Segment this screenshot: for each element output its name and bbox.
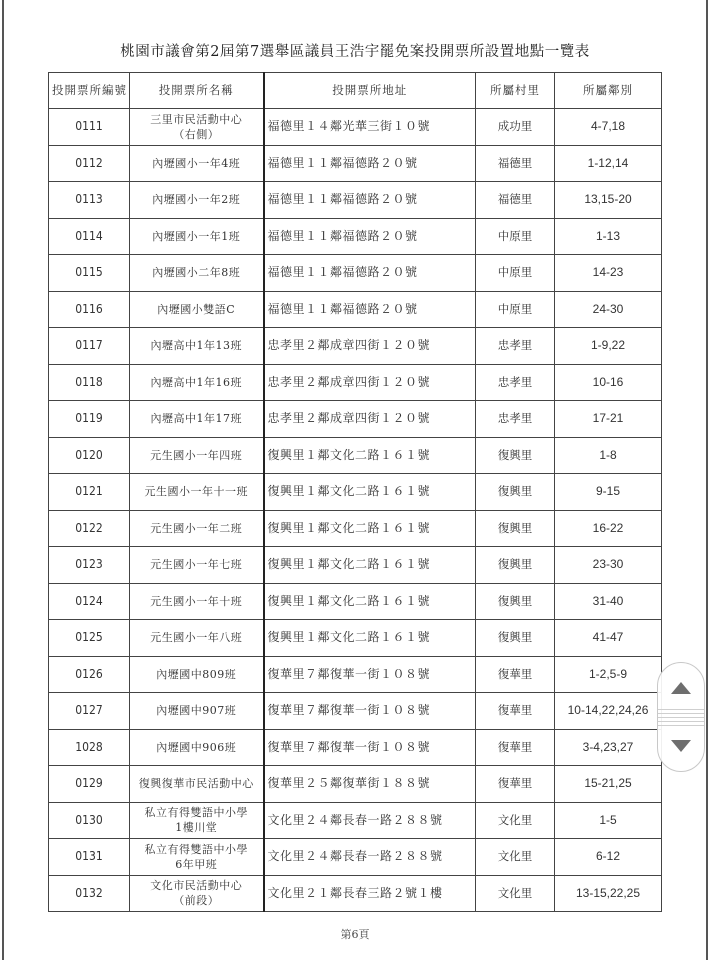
station-name-cell — [130, 109, 264, 146]
station-id-cell: 0131 — [49, 839, 130, 876]
station-address-cell: 福德里１１鄰福德路２０號 — [264, 218, 476, 255]
station-name-line: 內壢高中1年13班 — [150, 339, 242, 353]
scroll-up-button[interactable] — [658, 671, 704, 705]
station-address-cell: 文化里２１鄰長春三路２號１樓 — [264, 875, 476, 912]
village-cell: 復華里 — [476, 693, 555, 730]
station-name-cell — [130, 437, 264, 474]
neighborhoods-cell: 1-9,22 — [555, 328, 662, 365]
village-cell: 復興里 — [476, 510, 555, 547]
station-address-cell: 復興里１鄰文化二路１６１號 — [264, 474, 476, 511]
neighborhoods-cell: 41-47 — [555, 620, 662, 657]
station-name-cell — [130, 583, 264, 620]
station-name-line: 6年甲班 — [175, 857, 218, 871]
village-cell: 成功里 — [476, 109, 555, 146]
neighborhoods-cell: 3-4,23,27 — [555, 729, 662, 766]
station-name-line: 元生國小一年二班 — [150, 521, 243, 535]
station-name-cell — [130, 291, 264, 328]
station-address-cell: 文化里２４鄰長春一路２８８號 — [264, 802, 476, 839]
station-name-line: 內壢國小一年4班 — [152, 156, 241, 170]
station-address-cell: 忠孝里２鄰成章四街１２０號 — [264, 328, 476, 365]
station-name-line: 內壢國中907班 — [156, 704, 237, 718]
station-address-cell: 復興里１鄰文化二路１６１號 — [264, 437, 476, 474]
neighborhoods-cell: 16-22 — [555, 510, 662, 547]
village-cell: 忠孝里 — [476, 328, 555, 365]
station-name-line: 元生國小一年十班 — [150, 594, 243, 608]
station-id-cell: 0123 — [49, 547, 130, 584]
table-row — [49, 510, 662, 547]
station-name-cell — [130, 656, 264, 693]
station-address-cell: 復華里７鄰復華一街１０８號 — [264, 729, 476, 766]
neighborhoods-cell: 6-12 — [555, 839, 662, 876]
village-cell: 文化里 — [476, 802, 555, 839]
station-id-cell: 0118 — [49, 364, 130, 401]
table-row — [49, 145, 662, 182]
station-address-cell: 福德里１１鄰福德路２０號 — [264, 255, 476, 292]
table-row — [49, 255, 662, 292]
header-village: 所屬村里 — [476, 73, 555, 109]
village-cell: 文化里 — [476, 839, 555, 876]
station-name-line: 文化市民活動中心 — [150, 879, 243, 893]
station-id-cell: 0111 — [49, 109, 130, 146]
station-address-cell: 復華里７鄰復華一街１０８號 — [264, 656, 476, 693]
neighborhoods-cell: 10-16 — [555, 364, 662, 401]
station-address-cell: 福德里１１鄰福德路２０號 — [264, 291, 476, 328]
village-cell: 復興里 — [476, 437, 555, 474]
neighborhoods-cell: 1-8 — [555, 437, 662, 474]
station-name-cell — [130, 182, 264, 219]
page-scroll-widget — [657, 662, 705, 772]
station-name-line: 元生國小一年十一班 — [144, 485, 248, 499]
station-id-cell: 0126 — [49, 656, 130, 693]
station-id-cell: 0116 — [49, 291, 130, 328]
village-cell: 忠孝里 — [476, 401, 555, 438]
village-cell: 復華里 — [476, 656, 555, 693]
document-title: 桃園市議會第2屆第7選舉區議員王浩宇罷免案投開票所設置地點一覽表 — [120, 44, 590, 60]
station-id-cell: 0130 — [49, 802, 130, 839]
station-address-cell: 復興里１鄰文化二路１６１號 — [264, 547, 476, 584]
station-name-cell — [130, 401, 264, 438]
neighborhoods-cell: 23-30 — [555, 547, 662, 584]
header-neighborhoods: 所屬鄰別 — [555, 73, 662, 109]
station-name-line: 內壢國小二年8班 — [152, 266, 241, 280]
station-name-cell — [130, 729, 264, 766]
station-name-cell — [130, 218, 264, 255]
station-name-line: 三里市民活動中心 — [150, 112, 243, 126]
station-address-cell: 忠孝里２鄰成章四街１２０號 — [264, 401, 476, 438]
table-row — [49, 401, 662, 438]
village-cell: 復華里 — [476, 766, 555, 803]
table-row — [49, 875, 662, 912]
station-name-cell — [130, 328, 264, 365]
table-row — [49, 182, 662, 219]
station-id-cell: 0122 — [49, 510, 130, 547]
station-address-cell: 復華里７鄰復華一街１０８號 — [264, 693, 476, 730]
station-address-cell: 福德里１１鄰福德路２０號 — [264, 145, 476, 182]
table-row — [49, 583, 662, 620]
table-row — [49, 547, 662, 584]
station-name-cell — [130, 364, 264, 401]
station-name-cell — [130, 693, 264, 730]
neighborhoods-cell: 17-21 — [555, 401, 662, 438]
station-address-cell: 忠孝里２鄰成章四街１２０號 — [264, 364, 476, 401]
station-address-cell: 復興里１鄰文化二路１６１號 — [264, 620, 476, 657]
neighborhoods-cell: 14-23 — [555, 255, 662, 292]
station-name-cell — [130, 766, 264, 803]
table-row — [49, 291, 662, 328]
table-row — [49, 802, 662, 839]
station-name-line: 私立有得雙語中小學 — [144, 806, 248, 820]
station-name-line: （右側） — [173, 127, 220, 141]
table-row — [49, 364, 662, 401]
header-station-name: 投開票所名稱 — [130, 73, 264, 109]
station-address-cell: 福德里１１鄰福德路２０號 — [264, 182, 476, 219]
village-cell: 復興里 — [476, 547, 555, 584]
neighborhoods-cell: 10-14,22,24,26 — [555, 693, 662, 730]
station-id-cell: 0112 — [49, 145, 130, 182]
page-number: 第6頁 — [340, 928, 370, 941]
village-cell: 中原里 — [476, 218, 555, 255]
table-row — [49, 328, 662, 365]
station-name-cell — [130, 839, 264, 876]
station-name-cell — [130, 145, 264, 182]
triangle-down-icon — [671, 740, 691, 752]
station-id-cell: 0125 — [49, 620, 130, 657]
station-id-cell: 0115 — [49, 255, 130, 292]
polling-station-table — [48, 72, 662, 912]
station-address-cell: 復興里１鄰文化二路１６１號 — [264, 510, 476, 547]
table-header-row — [49, 73, 662, 109]
station-id-cell: 0119 — [49, 401, 130, 438]
station-name-line: 內壢國中809班 — [156, 667, 237, 681]
station-id-cell: 1028 — [49, 729, 130, 766]
neighborhoods-cell: 13,15-20 — [555, 182, 662, 219]
station-name-cell — [130, 474, 264, 511]
table-row — [49, 109, 662, 146]
station-id-cell: 0127 — [49, 693, 130, 730]
station-id-cell: 0120 — [49, 437, 130, 474]
table-row — [49, 474, 662, 511]
neighborhoods-cell: 1-2,5-9 — [555, 656, 662, 693]
header-station-address: 投開票所地址 — [264, 73, 476, 109]
village-cell: 福德里 — [476, 145, 555, 182]
table-row — [49, 839, 662, 876]
station-name-line: 內壢國小一年2班 — [152, 193, 241, 207]
table-row — [49, 656, 662, 693]
station-name-cell — [130, 802, 264, 839]
neighborhoods-cell: 1-5 — [555, 802, 662, 839]
station-name-line: 內壢國小雙語C — [157, 302, 236, 316]
neighborhoods-cell: 9-15 — [555, 474, 662, 511]
station-address-cell: 福德里１４鄰光華三街１０號 — [264, 109, 476, 146]
station-id-cell: 0132 — [49, 875, 130, 912]
station-id-cell: 0121 — [49, 474, 130, 511]
village-cell: 復興里 — [476, 620, 555, 657]
station-name-cell — [130, 510, 264, 547]
village-cell: 復興里 — [476, 474, 555, 511]
header-station-id: 投開票所編號 — [49, 73, 130, 109]
station-id-cell: 0114 — [49, 218, 130, 255]
table-row — [49, 218, 662, 255]
station-name-cell — [130, 620, 264, 657]
village-cell: 中原里 — [476, 291, 555, 328]
neighborhoods-cell: 4-7,18 — [555, 109, 662, 146]
neighborhoods-cell: 31-40 — [555, 583, 662, 620]
station-name-cell — [130, 547, 264, 584]
table-row — [49, 693, 662, 730]
neighborhoods-cell: 15-21,25 — [555, 766, 662, 803]
station-name-line: 元生國小一年四班 — [150, 448, 243, 462]
page-edge-right — [706, 0, 708, 960]
scroll-grip-handle[interactable] — [658, 707, 704, 729]
station-address-cell: 文化里２４鄰長春一路２８８號 — [264, 839, 476, 876]
station-id-cell: 0124 — [49, 583, 130, 620]
village-cell: 中原里 — [476, 255, 555, 292]
neighborhoods-cell: 24-30 — [555, 291, 662, 328]
station-name-line: 復興復華市民活動中心 — [138, 777, 254, 791]
station-id-cell: 0129 — [49, 766, 130, 803]
scroll-down-button[interactable] — [658, 729, 704, 763]
station-name-line: 內壢國中906班 — [156, 740, 237, 754]
station-name-line: 元生國小一年七班 — [150, 558, 243, 572]
station-name-line: 內壢高中1年17班 — [150, 412, 242, 426]
village-cell: 文化里 — [476, 875, 555, 912]
station-name-line: 內壢國小一年1班 — [152, 229, 241, 243]
triangle-up-icon — [671, 682, 691, 694]
neighborhoods-cell: 13-15,22,25 — [555, 875, 662, 912]
station-id-cell: 0113 — [49, 182, 130, 219]
village-cell: 復華里 — [476, 729, 555, 766]
village-cell: 忠孝里 — [476, 364, 555, 401]
station-name-line: 元生國小一年八班 — [150, 631, 243, 645]
station-name-line: 內壢高中1年16班 — [150, 375, 242, 389]
station-name-line: 1樓川堂 — [175, 821, 218, 835]
table-row — [49, 766, 662, 803]
table-row — [49, 729, 662, 766]
village-cell: 復興里 — [476, 583, 555, 620]
station-address-cell: 復興里１鄰文化二路１６１號 — [264, 583, 476, 620]
station-name-cell — [130, 255, 264, 292]
station-id-cell: 0117 — [49, 328, 130, 365]
neighborhoods-cell: 1-13 — [555, 218, 662, 255]
table-body — [49, 109, 662, 912]
station-address-cell: 復華里２５鄰復華街１８８號 — [264, 766, 476, 803]
village-cell: 福德里 — [476, 182, 555, 219]
station-name-line: （前段） — [173, 894, 220, 908]
neighborhoods-cell: 1-12,14 — [555, 145, 662, 182]
table-row — [49, 437, 662, 474]
table-row — [49, 620, 662, 657]
station-name-line: 私立有得雙語中小學 — [144, 842, 248, 856]
station-name-cell — [130, 875, 264, 912]
page-edge-left — [2, 0, 4, 960]
